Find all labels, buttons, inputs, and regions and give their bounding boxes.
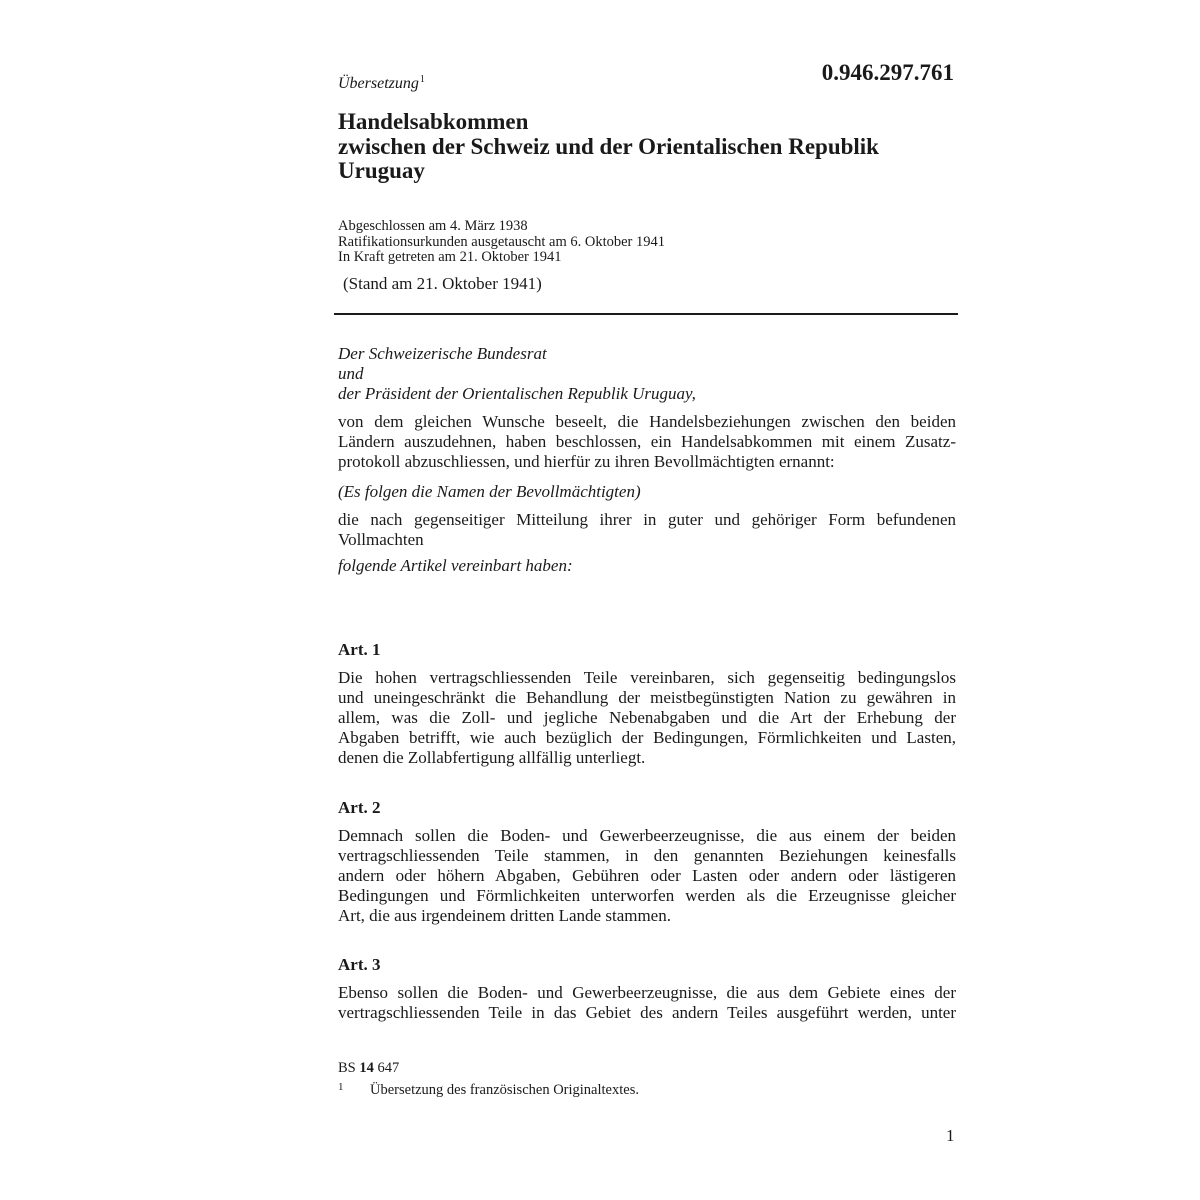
text-line: allem, was die Zoll- und jegliche Nebenabgaben und die Art der Erhebung der bbox=[338, 708, 956, 727]
preamble-party-1: Der Schweizerische Bundesrat bbox=[338, 344, 547, 363]
concluded-date: Abgeschlossen am 4. März 1938 bbox=[338, 218, 528, 234]
page-number: 1 bbox=[946, 1126, 955, 1145]
text-line: Abgaben betrifft, wie auch bezüglich der Bedingungen, Förmlichkeiten und Lasten, bbox=[338, 728, 956, 747]
text-line: Bedingungen und Förmlichkeiten unterworfen werden als die Erzeugnisse gleicher bbox=[338, 886, 956, 905]
status-date: (Stand am 21. Oktober 1941) bbox=[343, 274, 542, 293]
footnote bbox=[338, 1081, 639, 1099]
ref-page: 647 bbox=[377, 1060, 400, 1076]
article-3-text bbox=[338, 983, 956, 1023]
title-line: Uruguay bbox=[338, 158, 425, 183]
plenipotentiaries-note: (Es folgen die Namen der Bevollmächtigten) bbox=[338, 482, 641, 501]
agreed-clause: folgende Artikel vereinbart haben: bbox=[338, 556, 573, 575]
text-line: von dem gleichen Wunsche beseelt, die Handelsbeziehungen zwischen den beiden bbox=[338, 412, 956, 431]
ratification-date: Ratifikationsurkunden ausgetauscht am 6. Oktober 1941 bbox=[338, 233, 665, 250]
text-line: Vollmachten bbox=[338, 530, 424, 549]
text-line: Die hohen vertragschliessenden Teile vereinbaren, sich gegenseitig bedingungslos bbox=[338, 668, 956, 687]
translation-label bbox=[338, 74, 425, 93]
horizontal-rule bbox=[334, 313, 958, 315]
text-line: Art, die aus irgendeinem dritten Lande stammen. bbox=[338, 906, 671, 925]
date-block bbox=[338, 219, 665, 266]
translation-label-text: Übersetzung bbox=[338, 75, 419, 92]
text-line: andern oder höhern Abgaben, Gebühren oder Lasten oder andern oder lästigeren bbox=[338, 866, 956, 885]
article-2-heading: Art. 2 bbox=[338, 798, 381, 817]
footnote-text: Übersetzung des französischen Originaltextes. bbox=[370, 1082, 639, 1098]
text-line: vertragschliessenden Teile in das Gebiet des andern Teiles ausgeführt werden, unter bbox=[338, 1003, 956, 1022]
title-line: zwischen der Schweiz und der Orientalischen Republik bbox=[338, 133, 879, 159]
ref-prefix: BS bbox=[338, 1060, 356, 1076]
article-3-heading: Art. 3 bbox=[338, 955, 381, 974]
text-line: protokoll abzuschliessen, und hierfür zu ihren Bevollmächtigten ernannt: bbox=[338, 452, 835, 471]
document-title bbox=[338, 110, 958, 184]
article-1-text bbox=[338, 668, 956, 768]
article-1-heading: Art. 1 bbox=[338, 640, 381, 659]
text-line: vertragschliessenden Teile stammen, in den genannten Beziehungen keinesfalls bbox=[338, 846, 956, 865]
title-line: Handelsabkommen bbox=[338, 109, 529, 134]
text-line: und uneingeschränkt die Behandlung der meistbegünstigten Nation zu gewähren in bbox=[338, 688, 956, 707]
footnote-mark: 1 bbox=[338, 1081, 344, 1093]
text-line: denen die Zollabfertigung allfällig unterliegt. bbox=[338, 748, 646, 767]
preamble-conjunction: und bbox=[338, 364, 364, 383]
text-line: Demnach sollen die Boden- und Gewerbeerzeugnisse, die aus einem der beiden bbox=[338, 826, 956, 845]
text-line: Ebenso sollen die Boden- und Gewerbeerzeugnisse, die aus dem Gebiete eines der bbox=[338, 983, 956, 1002]
preamble-paragraph-2 bbox=[338, 510, 956, 550]
sr-number: 0.946.297.761 bbox=[821, 60, 954, 85]
preamble-paragraph-1 bbox=[338, 412, 956, 472]
ref-volume: 14 bbox=[359, 1060, 374, 1076]
text-line: Ländern auszudehnen, haben beschlossen, ein Handelsabkommen mit einem Zusatz- bbox=[338, 432, 956, 451]
text-line: die nach gegenseitiger Mitteilung ihrer in guter und gehöriger Form befundenen bbox=[338, 510, 956, 529]
official-collection-reference bbox=[338, 1060, 399, 1077]
article-2-text bbox=[338, 826, 956, 926]
preamble-party-2: der Präsident der Orientalischen Republik Uruguay, bbox=[338, 384, 696, 403]
footnote-reference-mark[interactable]: 1 bbox=[419, 74, 425, 85]
in-force-date: In Kraft getreten am 21. Oktober 1941 bbox=[338, 249, 562, 265]
